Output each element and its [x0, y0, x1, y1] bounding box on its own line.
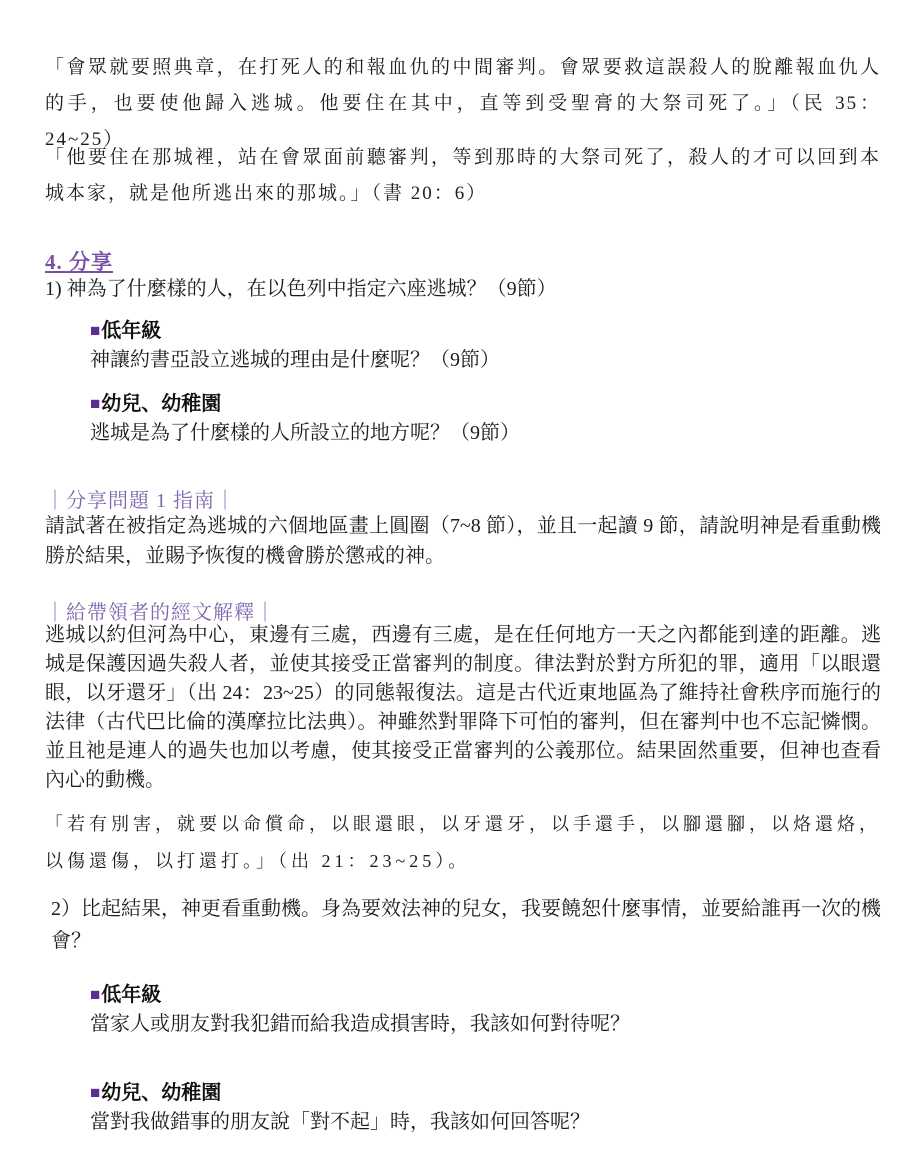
group-question-elementary-2: 當家人或朋友對我犯錯而給我造成損害時，我該如何對待呢？ — [90, 1013, 630, 1035]
group-title-text: 低年級 — [101, 984, 162, 1006]
guide-text: 請試著在被指定為逃城的六個地區畫上圓圈（7~8 節），並且一起讀 9 節，請說明神是看重動機勝於結果，並賜予恢復的機會勝於懲戒的神。 — [45, 515, 881, 567]
group-question-kindergarten-2: 當對我做錯事的朋友說「對不起」時，我該如何回答呢？ — [90, 1111, 590, 1133]
square-bullet-icon: ■ — [90, 321, 101, 340]
group-heading-elementary-2 — [90, 983, 870, 1008]
square-bullet-icon: ■ — [90, 985, 101, 1004]
group-heading-kindergarten-1 — [90, 392, 870, 417]
group-question-elementary-1: 神讓約書亞設立逃城的理由是什麼呢？（9節） — [90, 349, 500, 371]
group-question-kindergarten-1: 逃城是為了什麼樣的人所設立的地方呢？（9節） — [90, 422, 520, 444]
scripture-quote-joshua: 「他要住在那城裡，站在會眾面前聽審判，等到那時的大祭司死了，殺人的才可以回到本城本家，就是他所逃出來的那城。」（書 20：6） — [45, 147, 881, 204]
group-title-text: 幼兒、幼稚園 — [101, 393, 222, 415]
sharing-question-1: 1) 神為了什麼樣的人，在以色列中指定六座逃城？（9節） — [45, 278, 557, 300]
group-title-text: 低年級 — [101, 320, 162, 342]
group-heading-elementary-1 — [90, 319, 870, 344]
commentary-text: 逃城以約但河為中心，東邊有三處，西邊有三處，是在任何地方一天之內都能到達的距離。逃城是保護因過失殺人者，並使其接受正當審判的制度。律法對於對方所犯的罪，適用「以眼還眼，以牙還牙」（出 24：23~25）的同態報復法。這是古代近東地區為了維持社會秩序而施行的法律（古代巴比倫的漢摩拉比法典）。神雖然對罪降下可怕的審判，但在審判中也不忘記憐憫。並且祂是連人的過失也加以考慮，使其接受正當審判的公義那位。結果固然重要，但神也查看內心的動機。 — [45, 624, 881, 791]
scripture-quote-exodus: 「若有別害，就要以命償命，以眼還眼，以牙還牙，以手還手，以腳還腳，以烙還烙，以傷還傷，以打還打。」（出 21：23~25）。 — [45, 814, 881, 871]
section-heading-sharing: 4. 分享 — [45, 250, 113, 274]
square-bullet-icon: ■ — [90, 1083, 101, 1102]
group-heading-kindergarten-2 — [90, 1081, 870, 1106]
sharing-question-2: 2）比起結果，神更看重動機。身為要效法神的兒女，我要饒恕什麼事情，並要給誰再一次的機會？ — [51, 898, 881, 952]
scripture-quote-numbers: 「會眾就要照典章，在打死人的和報血仇的中間審判。會眾要救這誤殺人的脫離報血仇人的手，也要使他歸入逃城。他要住在其中，直等到受聖膏的大祭司死了。」（民 35：24~25） — [45, 57, 881, 150]
group-title-text: 幼兒、幼稚園 — [101, 1082, 222, 1104]
commentary-label: ｜給帶領者的經文解釋｜ — [45, 602, 276, 624]
square-bullet-icon: ■ — [90, 394, 101, 413]
guide-label: ｜分享問題 1 指南｜ — [45, 490, 236, 512]
